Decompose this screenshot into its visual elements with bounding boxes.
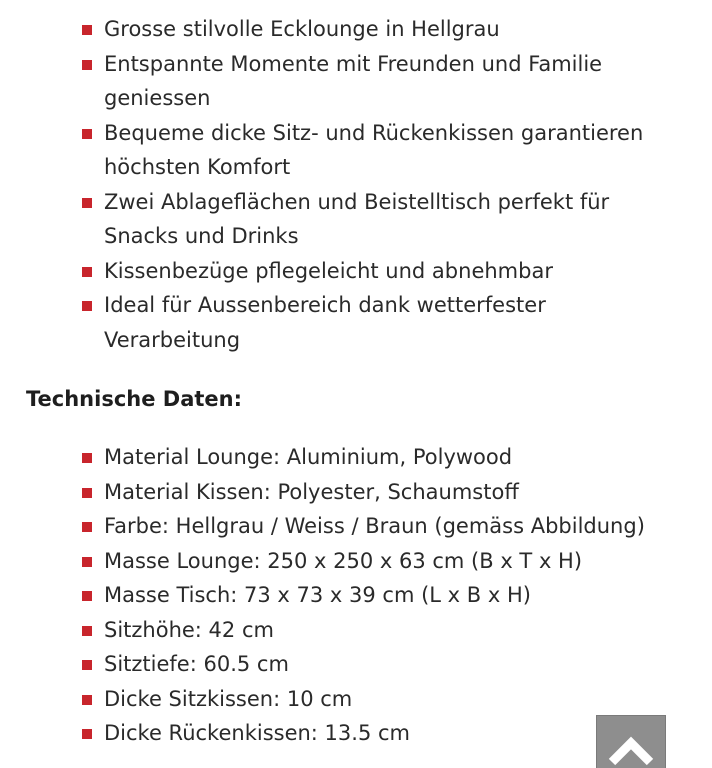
square-bullet-icon [82,626,92,636]
list-item [82,116,682,185]
list-item-text: Material Kissen: Polyester, Schaumstoff [104,479,519,504]
list-item-text: Masse Tisch: 73 x 73 x 39 cm (L x B x H) [104,583,531,607]
square-bullet-icon [82,488,92,498]
square-bullet-icon [82,557,92,567]
scroll-to-top-button[interactable] [596,715,666,768]
list-item [82,475,682,510]
spec-list [82,440,682,751]
list-item [82,47,682,116]
list-item [82,509,682,544]
list-item [82,254,682,289]
list-item-text: Masse Lounge: 250 x 250 x 63 cm (B x T x H) [104,548,583,573]
square-bullet-icon [82,522,92,532]
list-item-text: Sitzhöhe: 42 cm [104,617,274,642]
list-item [82,12,682,47]
square-bullet-icon [82,129,92,139]
list-item-text: Dicke Sitzkissen: 10 cm [104,686,353,711]
list-item-text: Material Lounge: Aluminium, Polywood [104,445,513,469]
square-bullet-icon [82,301,92,311]
list-item [82,716,682,751]
list-item [82,185,682,254]
list-item [82,288,682,357]
list-item [82,647,682,682]
list-item [82,578,682,613]
square-bullet-icon [82,660,92,670]
square-bullet-icon [82,729,92,739]
square-bullet-icon [82,453,92,463]
list-item [82,544,682,579]
list-item [82,682,682,717]
square-bullet-icon [82,695,92,705]
list-item-text: Dicke Rückenkissen: 13.5 cm [104,721,410,745]
square-bullet-icon [82,25,92,35]
list-item-text: Bequeme dicke Sitz- und Rückenkissen garantieren höchsten Komfort [104,120,644,179]
list-item [82,613,682,648]
list-item-text: Farbe: Hellgrau / Weiss / Braun (gemäss Abbildung) [104,514,645,538]
technical-data-heading: Technische Daten: [26,387,243,411]
square-bullet-icon [82,60,92,70]
chevron-up-icon [606,732,656,766]
list-item-text: Grosse stilvolle Ecklounge in Hellgrau [104,17,500,41]
square-bullet-icon [82,591,92,601]
list-item-text: Sitztiefe: 60.5 cm [104,652,289,676]
list-item-text: Ideal für Aussenbereich dank wetterfester Verarbeitung [104,293,546,352]
list-item-text: Entspannte Momente mit Freunden und Familie geniessen [104,51,603,110]
list-item-text: Zwei Ablageflächen und Beistelltisch perfekt für Snacks und Drinks [104,189,610,248]
square-bullet-icon [82,198,92,208]
square-bullet-icon [82,267,92,277]
feature-list [82,12,682,357]
list-item [82,440,682,475]
list-item-text: Kissenbezüge pflegeleicht und abnehmbar [104,258,553,283]
